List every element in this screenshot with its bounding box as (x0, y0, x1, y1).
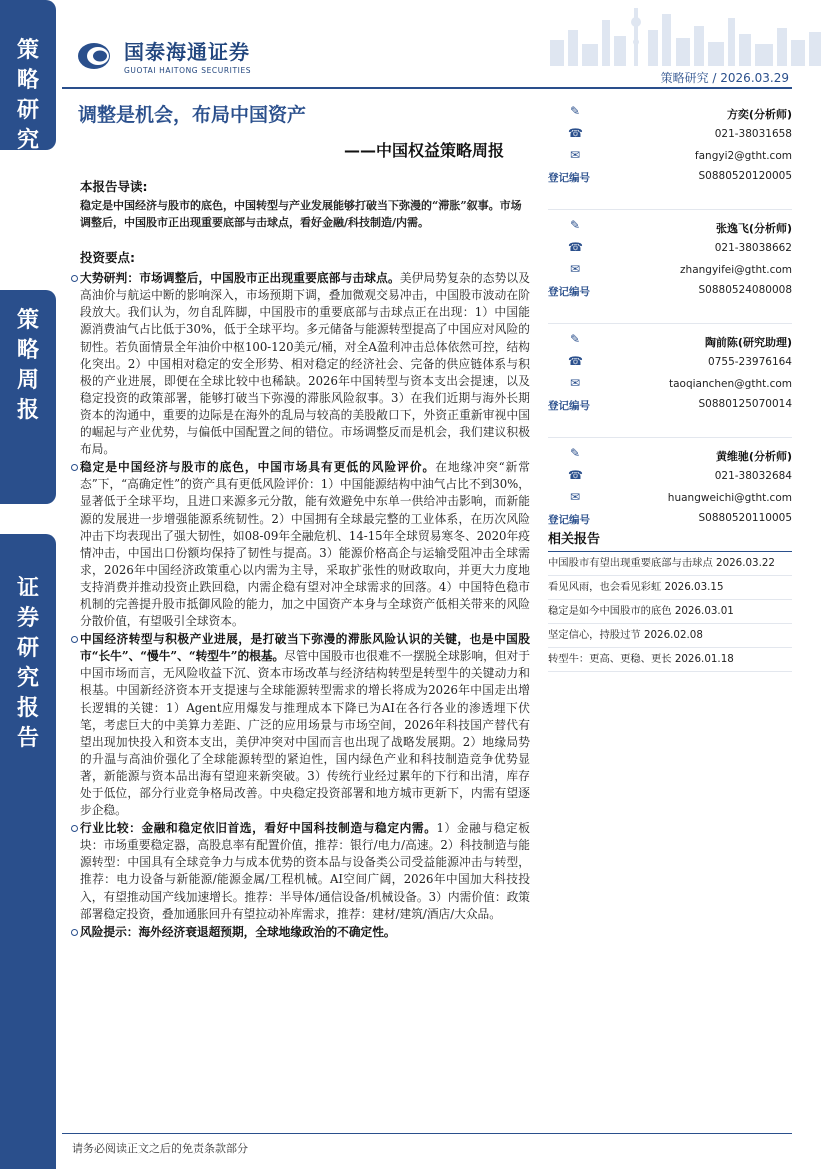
email-icon: ✉ (569, 262, 581, 276)
analyst-card (548, 96, 792, 210)
analyst-reg: S0880524080008 (698, 284, 792, 296)
sidebar-label-weekly: 策 略 周 报 (0, 290, 56, 504)
analyst-email[interactable]: fangyi2@gtht.com (694, 150, 792, 162)
point-lead: 行业比较：金融和稳定依旧首选，看好中国科技制造与稳定内需。 (80, 821, 437, 836)
user-icon: ✎ (569, 332, 581, 346)
phone-icon: ☎ (568, 468, 583, 482)
phone-icon: ☎ (568, 126, 583, 140)
phone-icon: ☎ (568, 354, 583, 368)
phone-icon: ☎ (568, 240, 583, 254)
bullet-icon (71, 275, 78, 282)
footer-divider (62, 1133, 792, 1134)
analyst-card (548, 210, 792, 324)
related-report-link[interactable]: 稳定是如今中国股市的底色 2026.03.01 (548, 600, 792, 624)
analyst-name: 黄维驰(分析师) (715, 450, 792, 463)
analyst-reg: S0880520110005 (698, 512, 792, 524)
email-icon: ✉ (569, 490, 581, 504)
point-lead: 风险提示：海外经济衰退超预期，全球地缘政治的不确定性。 (80, 924, 396, 939)
analyst-reg-label: 登记编号 (548, 286, 590, 298)
analyst-reg-label: 登记编号 (548, 514, 590, 526)
point-lead: 稳定是中国经济与股市的底色，中国市场具有更低的风险评价。 (80, 460, 436, 475)
point-lead: 中国经济转型与积极产业进展，是打破当下弥漫的滞胀风险认识的关键，也是中国股市“长牛”、“慢牛”、“转型牛”的根基。 (80, 632, 530, 664)
bullet-icon (71, 464, 78, 471)
user-icon: ✎ (569, 104, 581, 118)
analyst-reg-label: 登记编号 (548, 400, 590, 412)
company-logo (76, 36, 251, 75)
point-item (80, 820, 530, 923)
point-item (80, 631, 530, 819)
point-item (80, 270, 530, 458)
point-text: 美伊局势复杂的态势以及高油价与航运中断的影响深入，市场预期下调，叠加微观交易冲击，中国股市波动在阶段放大。我们认为，勿自乱阵脚，中国股市的重要底部与击球点正在出现：1）中国能源消费油气占比低于30%，低于全球平均。多元储备与能源转型提高了中国应对风险的韧性。若负面情景全年油价中枢100-120美元/桶，对全A盈利冲击总体依然可控，结构化突出。2）中国相对稳定的安全形势、相对稳定的经济社会、完备的供应链体系与积极的产业进展，即便在全球比较中也稀缺。2026年中国转型与资本支出会提速，以及稳定投资的政策部署，能够打破当下弥漫的滞胀风险叙事。3）在我们近期与海外长期资本的沟通中，重要的边际是在海外的乱局与较高的美股敞口下，外资正重新审视中国的崛起与产业优势，与偏低中国配置之间的错位。市场调整反而是机会，我们建议积极布局。 (80, 271, 530, 457)
analyst-name: 陶前陈(研究助理) (704, 336, 792, 349)
analyst-email[interactable]: huangweichi@gtht.com (667, 492, 792, 504)
related-report-link[interactable]: 看见风雨，也会看见彩虹 2026.03.15 (548, 576, 792, 600)
analyst-phone: 021-38032684 (714, 470, 792, 482)
point-lead: 大势研判：市场调整后，中国股市正出现重要底部与击球点。 (80, 271, 400, 286)
point-item (80, 459, 530, 630)
related-heading: 相关报告 (548, 528, 792, 552)
email-icon: ✉ (569, 376, 581, 390)
analyst-email[interactable]: zhangyifei@gtht.com (680, 264, 792, 276)
point-text: 在地缘冲突“新常态”下，“高确定性”的资产具有更低风险评价：1）中国能源结构中油气占比不到30%，显著低于全球平均，且进口来源多元分散，能有效避免中东单一供给冲击影响，而新能源的发展进一步增强能源系统韧性。2）中国拥有全球最完整的工业体系，在历次风险冲击下均表现出了强大韧性，如08-09年全融危机、14-15年全球贸易寒冬、2020年疫情冲击，中国出口份额均保持了韧性与提高。3）能源价格高企与运输受阻冲击全球需求，2026年中国经济政策重心以内需为主导，采取扩张性的财政取向，并更大力度地支持消费并推动投资止跌回稳，内需企稳有望对冲全球需求的回落。4）中国特色稳市机制的完善提升股市抵御风险的能力，加之中国资产本身与全球资产低相关带来的风险分散价值，有望吸引全球资本。 (80, 460, 530, 629)
analyst-email[interactable]: taoqianchen@gtht.com (668, 378, 792, 390)
related-report-link[interactable]: 转型牛：更高、更稳、更长 2026.01.18 (548, 648, 792, 672)
related-reports (548, 528, 792, 672)
analyst-list (548, 96, 792, 552)
sidebar-label-report: 证 券 研 究 报 告 (0, 534, 56, 1169)
company-name-cn: 国泰海通证券 (124, 40, 250, 64)
report-subtitle: ——中国权益策略周报 (344, 141, 505, 160)
point-text: 1）金融与稳定板块：市场重要稳定器，高股息率有配置价值，推荐：银行/电力/高速。2）科技制造与能源转型：中国具有全球竞争力与成本优势的资本品与设备类公司受益能源冲击与转型，推荐：电力设备与新能源/能源金属/工程机械。AI空间广阔，2026年中国加大科技投入，有望推动国产线加速增长。推荐：半导体/通信设备/机械设备。3）内需价值：政策部署稳定投资，叠加通胀回升有望拉动补库需求，推荐：建材/建筑/酒店/大众品。 (80, 821, 530, 921)
bullet-icon (71, 636, 78, 643)
user-icon: ✎ (569, 446, 581, 460)
skyline-illustration (540, 0, 827, 66)
left-sidebar (0, 0, 56, 1169)
analyst-phone: 0755-23976164 (708, 356, 792, 368)
intro-text: 稳定是中国经济与股市的底色，中国转型与产业发展能够打破当下弥漫的“滞胀”叙事。市场调整后，中国股市正出现重要底部与击球点，看好金融/科技制造/内需。 (80, 199, 522, 230)
bullet-icon (71, 825, 78, 832)
analyst-reg: S0880125070014 (698, 398, 792, 410)
analyst-card (548, 324, 792, 438)
analyst-name: 方奕(分析师) (726, 108, 792, 121)
point-item (80, 924, 530, 941)
analyst-reg-label: 登记编号 (548, 172, 590, 184)
analyst-phone: 021-38038662 (714, 242, 792, 254)
sidebar-label-research: 策 略 研 究 (0, 0, 56, 150)
user-icon: ✎ (569, 218, 581, 232)
intro-heading: 本报告导读: (80, 179, 148, 194)
main-content (80, 178, 530, 942)
logo-icon (76, 41, 116, 71)
analyst-reg: S0880520120005 (698, 170, 792, 182)
report-meta: 策略研究 / 2026.03.29 (660, 71, 789, 85)
analyst-phone: 021-38031658 (714, 128, 792, 140)
bullet-icon (71, 929, 78, 936)
related-report-link[interactable]: 坚定信心，持股过节 2026.02.08 (548, 624, 792, 648)
analyst-name: 张逸飞(分析师) (715, 222, 792, 235)
related-report-link[interactable]: 中国股市有望出现重要底部与击球点 2026.03.22 (548, 552, 792, 576)
header-divider (62, 87, 792, 89)
footer-disclaimer: 请务必阅读正文之后的免责条款部分 (72, 1142, 248, 1155)
company-name-en: GUOTAI HAITONG SECURITIES (124, 66, 252, 75)
email-icon: ✉ (569, 148, 581, 162)
point-text: 尽管中国股市也很难不一摆脱全球影响，但对于中国市场而言，无风险收益下沉、资本市场改革与经济结构转型是转型牛的关键动力和根基。中国新经济资本开支提速与全球能源转型需求的增长将成为2026年中国走出增长逻辑的关键：1）Agent应用爆发与推理成本下降已为AI在各行各业的渗透埋下伏笔，考虑巨大的中美算力差距、广泛的应用场景与市场空间，2026年科技国产替代有望出现加快投入和资本支出，美伊冲突对中国而言也出现了战略发展期。2）地缘局势的升温与高油价强化了全球能源转型的紧迫性，国内绿色产业和科技制造竞争优势显著，新能源与资本品出海有望迎来新突破。3）传统行业经过累年的下行和出清，库存处于低位，部分行业竞争格局改善。中央稳定投资部署和地方城市更新下，内需有望逐步企稳。 (80, 649, 530, 818)
report-title: 调整是机会，布局中国资产 (78, 104, 307, 126)
points-heading: 投资要点: (80, 250, 135, 266)
